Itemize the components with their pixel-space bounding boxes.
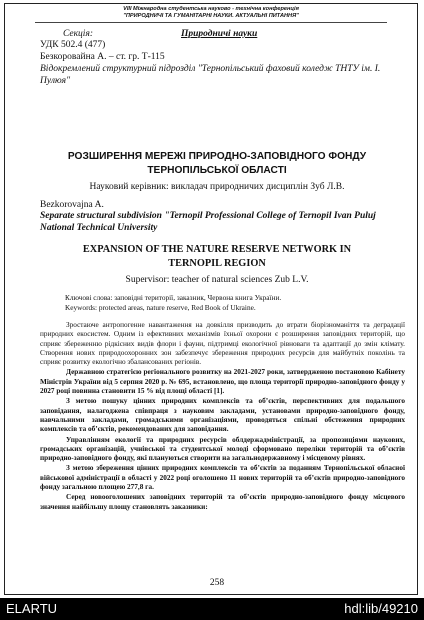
section-row [63,29,383,41]
title-ua [35,150,399,177]
paragraph-4: Управлінням екології та природних ресурсів облдержадміністрації, за пропозиціями наукових, громадських організацій, учнівської та студентської молоді сформовано переліки територій та об’єктів природно-заповідного фонду, які плануються створити на загальнодержавному і місцевому рівнях. [40,435,405,463]
affiliation-ua: Відокремлений структурний підрозділ "Тернопільський фаховий коледж ТНТУ ім. І. Пулюя" [40,64,381,86]
authors-ua: Безкоровайна А. – ст. гр. Т-115 [40,52,165,62]
paragraph-5: З метою збереження цінних природних комплексів та об’єктів за поданням Тернопільської обласної військової адміністрації в області у 2022 році оголошено 11 нових територій та об’єктів природно-заповідного фонду загальною площею 277,8 га. [40,464,405,492]
body-text [40,321,405,512]
paragraph-1: Зростаюче антропогенне навантаження на довкілля призводить до втрати біорізноманіття та деградації природних екосистем. Одним із ефективних механізмів їхньої охорони є розширення заповідних територій, що сприяє збереженню рідкісних видів флори і фауни, підтримці екологічної рівноваги та адаптації до змін клімату. Створення нових природоохоронних зон забезпечує збереження природних ресурсів для майбутніх поколінь та сприяє розвитку екологічно збалансованих регіонів. [40,321,405,367]
title-en-line-1: EXPANSION OF THE NATURE RESERVE NETWORK IN [82,244,352,255]
authors-en: Bezkorovajna A. [40,200,104,210]
page-number: 258 [209,578,225,588]
keywords-ua: Ключові слова: заповідні території, заказник, Червона книга України. [65,293,282,302]
title-en [35,243,399,270]
header-rule [35,22,387,23]
supervisor-ua: Науковий керівник: викладач природничих дисциплін Зуб Л.В. [89,182,345,192]
affiliation-en: Separate structural subdivision "Ternopil Professional College of Ternopil Ivan Puluj National Technical University [40,211,376,233]
footer-bar [0,598,424,620]
page [4,3,418,595]
conference-line-2: "ПРИРОДНИЧІ ТА ГУМАНІТАРНІ НАУКИ. АКТУАЛЬНІ ПИТАННЯ" [123,13,299,19]
section-label: Секція: [63,29,94,39]
paragraph-6: Серед новооголошених заповідних територій та об’єктів природно-заповідного фонду місцевого значення найбільшу площу становлять заказники: [40,493,405,511]
paragraph-3: З метою пошуку цінних природних комплексів та об’єктів, перспективних для подальшого заповідання, налагоджена співпраця з науковим закладами, установами природно-заповідного фонду, навчальними закладами, громадськими організаціями, проводяться спільні обстеження природних комплексів та об’єктів, рекомендованих для заповідання. [40,397,405,434]
footer-repository-name: ELARTU [6,601,58,616]
section-value: Природничі науки [181,29,258,39]
udc-code: УДК 502.4 (477) [40,40,106,50]
keywords-en: Keywords: protected areas, nature reserve, Red Book of Ukraine. [65,303,256,312]
footer-handle: hdl:lib/49210 [344,601,418,616]
title-ua-line-2: ТЕРНОПІЛЬСЬКОЇ ОБЛАСТІ [147,164,287,176]
paragraph-2: Державною стратегією регіонального розвитку на 2021-2027 роки, затвердженою постановою Кабінету Міністрів України від 5 серпня 2020 р. № 695, встановлено, що площа території природно-заповідного фонду у 2027 році повинна становити 15 % від площі області [1]. [40,368,405,396]
title-ua-line-1: РОЗШИРЕННЯ МЕРЕЖІ ПРИРОДНО-ЗАПОВІДНОГО ФОНДУ [67,151,367,162]
conference-line-1: VIII Міжнародна студентська науково - технічна конференція [123,6,299,12]
supervisor-en: Supervisor: teacher of natural sciences Zub L.V. [125,275,309,285]
conference-header [5,6,417,20]
title-en-line-2: TERNOPIL REGION [168,257,266,269]
keywords [65,293,405,313]
